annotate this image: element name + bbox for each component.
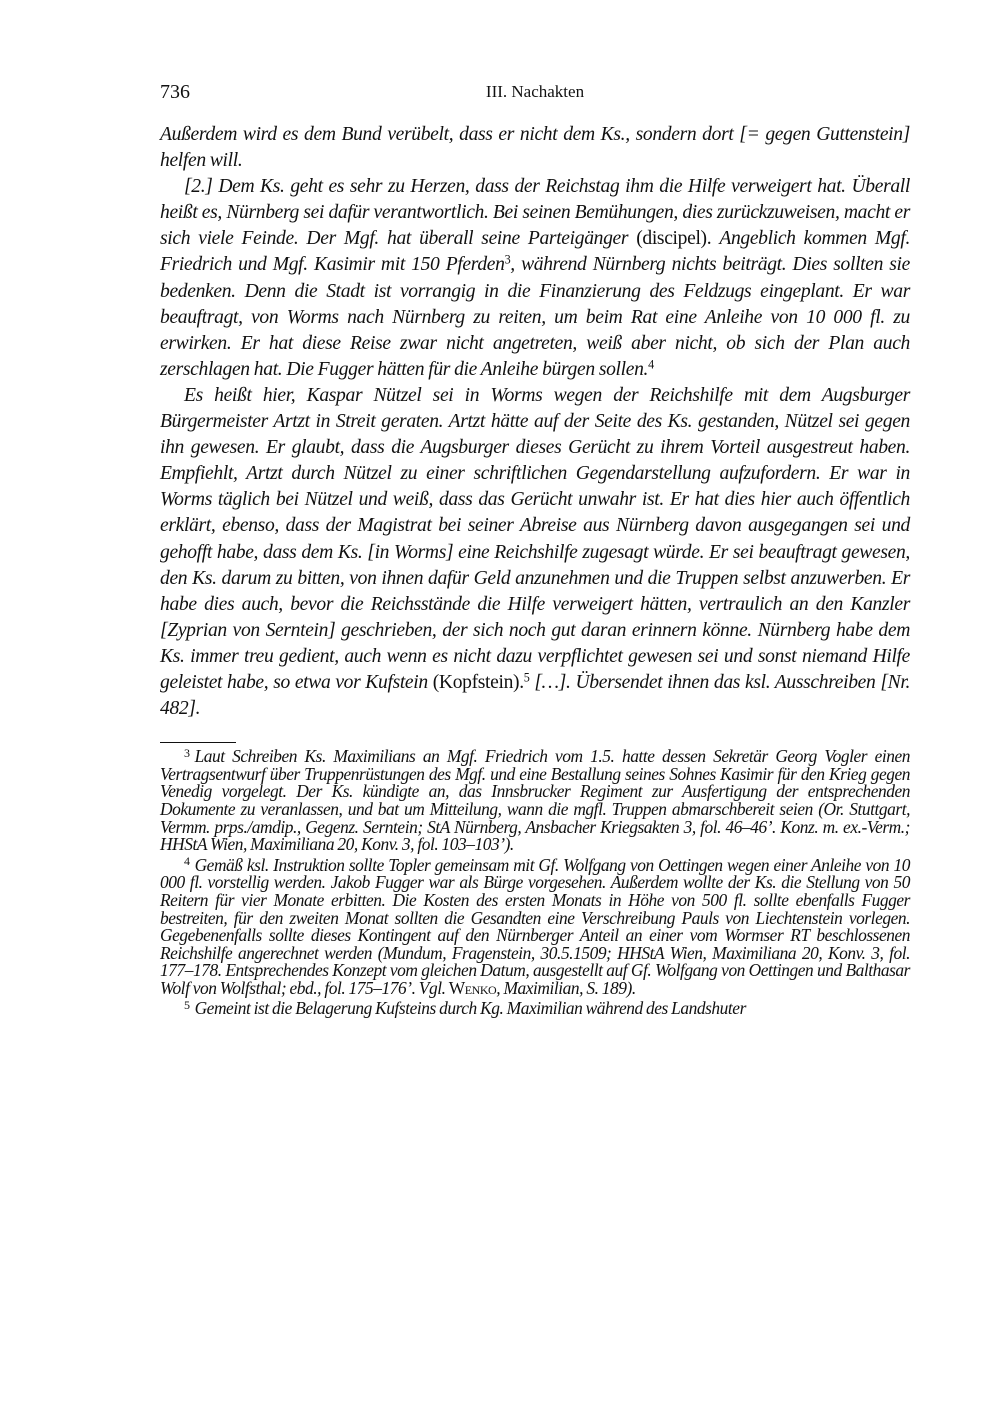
footnote-text: Gemäß ksl. Instruktion sollte Topler gemeinsam mit Gf. Wolfgang von Oettingen wegen einer Anleihe von 10 000 fl. vorstellig werden. Jakob Fugger war als Bürge vorgesehen. Außerdem wollte der Ks. die Stellung von 50 Reitern für vier Monate erbitten. Die Kosten des ersten Monats in Höhe von 500 fl. sollte ebenfalls Fugger bestreiten, für den zweiten Monat sollten die Gesandten eine Verschreibung Pauls von Liechtenstein vorlegen. Gegebenenfalls sollte dieses Kontingent auf den Nürnberger Anteil an einer vom Wormser RT beschlossenen Reichshilfe angerechnet werden (Mundum, Fragenstein, 30.5.1509; HHStA Wien, Maximiliana 20, Konv. 3, fol. 177–178. Entsprechendes Konzept vom gleichen Datum, ausgestellt auf Gf. Wolfgang von Oettingen und Balthasar Wolf von Wolfsthal; ebd., fol. 175–176’. Vgl. bbox=[160, 854, 910, 998]
footnote-text: Laut Schreiben Ks. Maximilians an Mgf. Friedrich vom 1.5. hatte dessen Sekretär Georg Vogler einen Vertragsentwurf über Truppenrüstungen des Mgf. und eine Bestallung seines Sohnes Kasimir für den Krieg gegen Venedig vorgelegt. Der Ks. kündigte an, das Innsbrucker Regiment zur Ausfertigung der entsprechenden Dokumente zu veranlassen, und bat um Mitteilung, wann die mgfl. Truppen abmarschbereit seien (Or. Stuttgart, Vermm. prps./amdip., Gegenz. Serntein; StA Nürnberg, Ansbacher Kriegsakten 3, fol. 46–46’. Konz. m. ex.-Verm.; HHStA Wien, Maximiliana 20, Konv. 3, fol. 103–103’). bbox=[160, 746, 910, 855]
paragraph-3-roman-term: (Kopfstein). bbox=[427, 671, 524, 693]
paragraph-2-part2: Angeblich kommen Mgf. Friedrich und Mgf. Kasimir mit 150 Pferden bbox=[160, 228, 910, 276]
footnote-reference-4[interactable]: 4 bbox=[648, 357, 654, 372]
paragraph-3-part1: Es heißt hier, Kaspar Nützel sei in Worms wegen der Reichshilfe mit dem Augsburger Bürgermeister Artzt in Streit geraten. Artzt hätte auf der Seite des Ks. gestanden, Nützel sei gegen ihn gewesen. Er glaubt, dass die Augsburger dieses Gerücht zu ihrem Vorteil ausgestreut haben. Empfiehlt, Artzt durch Nützel zu einer schriftlichen Gegendarstellung aufzufordern. Er war in Worms täglich bei Nützel und weiß, dass das Gerücht unwahr ist. Er hat dies hier auch öffentlich erklärt, ebenso, dass der Magistrat bei seiner Abreise aus Nürnberg davon ausgegangen sei und gehofft habe, dass dem Ks. [in Worms] eine Reichshilfe zugesagt würde. Er sei beauftragt gewesen, den Ks. darum zu bitten, von ihnen dafür Geld anzunehmen und die Truppen selbst anzuwerben. Er habe dies auch, bevor die Reichsstände die Hilfe verweigert hätten, vertraulich an den Kanzler [Zyprian von Serntein] geschrieben, der sich noch gut daran erinnern könne. Nürnberg habe dem Ks. immer treu gedient, auch wenn es nicht dazu verpflichtet gewesen sei und sonst niemand Hilfe geleistet habe, so etwa vor Kufstein bbox=[160, 384, 910, 693]
footnote-divider bbox=[160, 742, 236, 743]
footnote-reference-5[interactable]: 5 bbox=[523, 670, 530, 685]
footnote-number: 3 bbox=[184, 745, 190, 760]
paragraph-2-part1: [2.] Dem Ks. geht es sehr zu Herzen, dass der Reichstag ihm die Hilfe verweigert hat. Überall heißt es, Nürnberg sei dafür verantwortlich. Bei seinen Bemühungen, dies zurückzuweisen, macht er sich viele Feinde. Der Mgf. hat überall seine Parteigänger bbox=[160, 176, 910, 250]
footnote-reference-3[interactable]: 3 bbox=[504, 252, 511, 267]
footnote-number: 5 bbox=[184, 998, 190, 1013]
page-number: 736 bbox=[160, 81, 190, 103]
paragraph-2-roman-term: (discipel). bbox=[628, 228, 720, 250]
document-page bbox=[160, 78, 910, 1021]
running-head bbox=[160, 78, 910, 106]
footnote-5 bbox=[160, 1000, 910, 1018]
footnote-3 bbox=[160, 745, 910, 855]
main-text bbox=[160, 122, 910, 722]
paragraph-1 bbox=[160, 122, 910, 174]
footnote-text-continued: , Maximilian, S. 189). bbox=[496, 977, 636, 998]
footnotes-section bbox=[160, 745, 910, 1019]
footnote-text: Gemeint ist die Belagerung Kufsteins durch Kg. Maximilian während des Landshuter bbox=[194, 998, 746, 1019]
paragraph-2-part3: , während Nürnberg nichts beiträgt. Dies sollten sie bedenken. Denn die Stadt ist vorrangig in die Finanzierung des Feldzugs eingeplant. Er war beauftragt, von Worms nach Nürnberg zu reiten, um beim Rat eine Anleihe von 10 000 fl. zu erwirken. Er hat diese Reise zwar nicht angetreten, weiß aber nicht, ob sich der Plan auch zerschlagen hat. Die Fugger hätten für die Anleihe bürgen sollen. bbox=[160, 254, 910, 380]
section-title: III. Nachakten bbox=[485, 82, 585, 101]
paragraph-1-text: Außerdem wird es dem Bund verübelt, dass er nicht dem Ks., sondern dort [= gegen Guttenstein] helfen will. bbox=[160, 124, 910, 172]
footnote-number: 4 bbox=[184, 854, 190, 869]
paragraph-3 bbox=[160, 383, 910, 722]
paragraph-3-part2: […]. Übersendet ihnen das ksl. Ausschreiben [Nr. 482]. bbox=[160, 671, 910, 720]
author-name: Wenko bbox=[448, 977, 497, 998]
paragraph-2 bbox=[160, 174, 910, 383]
footnote-4 bbox=[160, 854, 910, 998]
